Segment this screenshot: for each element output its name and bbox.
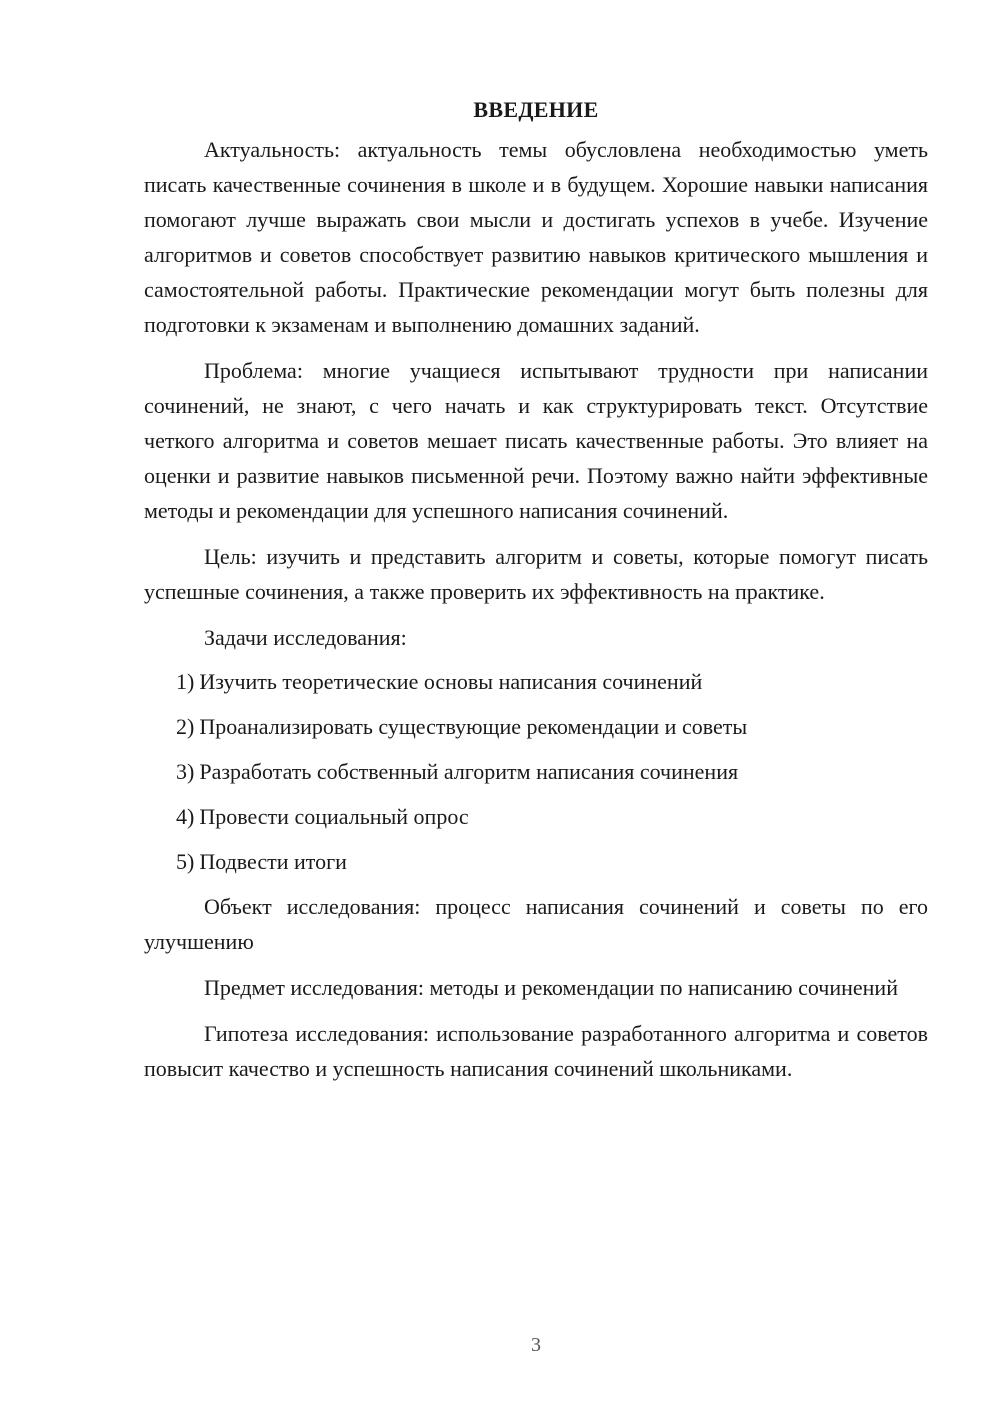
list-item-text: Подвести итоги [199,849,347,874]
list-item-number: 3) [176,759,195,784]
list-item [144,799,928,834]
list-item-number: 2) [176,714,195,739]
list-item-text: Провести социальный опрос [199,804,469,829]
tasks-title: Задачи исследования: [204,625,407,650]
list-item-text: Проанализировать существующие рекомендации и советы [199,714,748,739]
list-item-text: Изучить теоретические основы написания сочинений [199,669,703,694]
relevance-paragraph: Актуальность: актуальность темы обусловлена необходимостью уметь писать качественные сочинения в школе и в будущем. Хорошие навыки написания помогают лучше выражать свои мысли и достигать успехов в учебе. Изучение алгоритмов и советов способствует развитию навыков критического мышления и самостоятельной работы. Практические рекомендации могут быть полезны для подготовки к экзаменам и выполнению домашних заданий. [144,137,928,337]
object-paragraph: Объект исследования: процесс написания сочинений и советы по его улучшению [144,894,928,954]
list-item-number: 4) [176,804,195,829]
section-heading: ВВЕДЕНИЕ [473,97,599,122]
problem-paragraph: Проблема: многие учащиеся испытывают трудности при написании сочинений, не знают, с чего начать и как структурировать текст. Отсутствие четкого алгоритма и советов мешает писать качественные работы. Это влияет на оценки и развитие навыков письменной речи. Поэтому важно найти эффективные методы и рекомендации для успешного написания сочинений. [144,358,928,523]
list-item-text: Разработать собственный алгоритм написания сочинения [199,759,739,784]
list-item [144,844,928,879]
list-item-number: 5) [176,849,195,874]
goal-paragraph: Цель: изучить и представить алгоритм и советы, которые помогут писать успешные сочинения, а также проверить их эффективность на практике. [144,544,928,604]
document-page [144,92,928,1097]
list-item-number: 1) [176,669,195,694]
subject-paragraph: Предмет исследования: методы и рекомендации по написанию сочинений [204,975,898,1000]
list-item [144,664,928,699]
list-item [144,709,928,744]
list-item [144,754,928,789]
tasks-list [144,664,928,879]
page-number: 3 [531,1334,541,1356]
hypothesis-paragraph: Гипотеза исследования: использование разработанного алгоритма и советов повысит качество и успешность написания сочинений школьниками. [144,1021,928,1081]
